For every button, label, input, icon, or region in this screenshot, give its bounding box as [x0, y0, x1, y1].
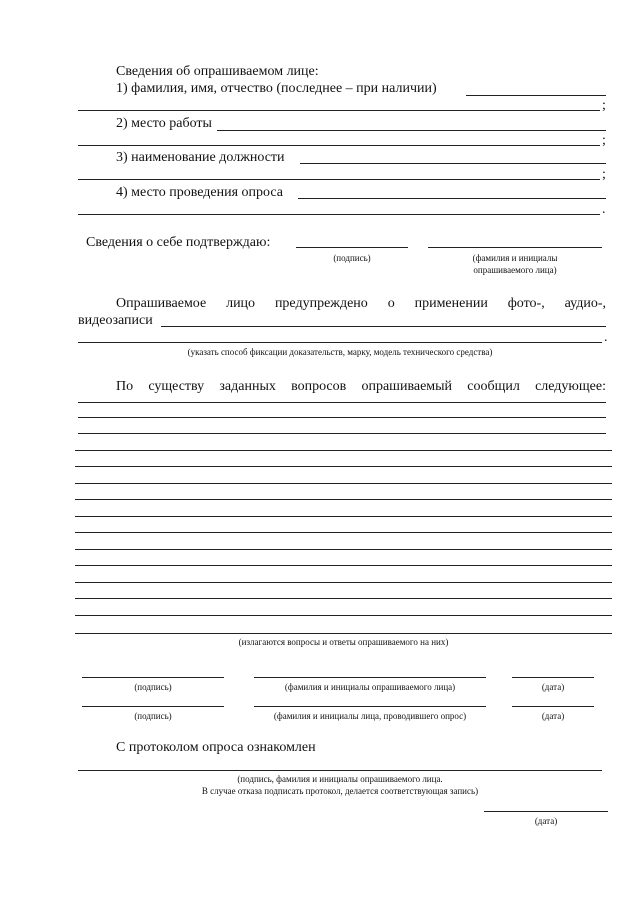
answer-line-14[interactable]: [75, 615, 612, 616]
item-position-label: 3) наименование должности: [116, 150, 285, 165]
item-workplace-label: 2) место работы: [116, 116, 212, 131]
interviewer-name-caption: (фамилия и инициалы лица, проводившего опрос): [273, 711, 467, 721]
answer-line-3[interactable]: [78, 433, 606, 434]
respondent-date-caption: (дата): [541, 682, 565, 692]
answer-line-7[interactable]: [75, 499, 612, 500]
recording-warning-text: Опрашиваемое лицо предупреждено о применении фото-, аудио-,: [116, 296, 606, 311]
self-confirm-signature-field[interactable]: [296, 247, 408, 248]
acquainted-caption-1: (подпись, фамилия и инициалы опрашиваемого лица.: [237, 774, 443, 784]
fullname-field[interactable]: [466, 95, 606, 96]
respondent-signature-field[interactable]: [82, 677, 224, 678]
answer-line-15[interactable]: [75, 633, 612, 634]
answer-line-10[interactable]: [75, 549, 612, 550]
answer-line-6[interactable]: [75, 483, 612, 484]
recording-method-field[interactable]: [161, 326, 606, 327]
respondent-name-caption: (фамилия и инициалы опрашиваемого лица): [284, 682, 456, 692]
answer-line-11[interactable]: [75, 565, 612, 566]
self-confirm-name-caption-1: (фамилия и инициалы: [472, 253, 558, 263]
recording-method-field-continued[interactable]: [78, 342, 602, 343]
answer-line-9[interactable]: [75, 532, 612, 533]
substance-text: По существу заданных вопросов опрашиваемый сообщил следующее:: [116, 379, 606, 394]
interviewer-signature-field[interactable]: [82, 706, 224, 707]
fullname-field-continued[interactable]: [78, 110, 600, 111]
respondent-name-field[interactable]: [254, 677, 486, 678]
answer-line-2[interactable]: [78, 417, 606, 418]
acquainted-date-field[interactable]: [484, 811, 608, 812]
acquainted-caption-2: В случае отказа подписать протокол, делается соответствующая запись): [201, 786, 479, 796]
item-fullname-label: 1) фамилия, имя, отчество (последнее – при наличии): [116, 81, 437, 96]
answer-line-12[interactable]: [75, 582, 612, 583]
item-location-label: 4) место проведения опроса: [116, 185, 283, 200]
self-confirm-signature-caption: (подпись): [333, 253, 371, 263]
answer-line-5[interactable]: [75, 466, 612, 467]
acquainted-signature-field[interactable]: [78, 770, 602, 771]
acquainted-text: С протоколом опроса ознакомлен: [116, 740, 316, 755]
answers-caption: (излагаются вопросы и ответы опрашиваемого на них): [238, 637, 449, 647]
workplace-field-continued[interactable]: [78, 145, 600, 146]
interviewer-name-field[interactable]: [254, 706, 486, 707]
answer-line-13[interactable]: [75, 598, 612, 599]
recording-period: .: [604, 330, 608, 345]
answer-line-1[interactable]: [78, 402, 606, 403]
position-field-continued[interactable]: [78, 179, 600, 180]
self-confirm-name-field[interactable]: [428, 247, 602, 248]
location-field[interactable]: [298, 198, 606, 199]
answer-line-4[interactable]: [75, 450, 612, 451]
respondent-signature-caption: (подпись): [134, 682, 172, 692]
respondent-date-field[interactable]: [512, 677, 594, 678]
interviewer-signature-caption: (подпись): [134, 711, 172, 721]
respondent-info-heading: Сведения об опрашиваемом лице:: [116, 64, 319, 79]
workplace-field[interactable]: [217, 130, 606, 131]
fullname-semicolon: ;: [602, 98, 606, 113]
interviewer-date-caption: (дата): [541, 711, 565, 721]
acquainted-date-caption: (дата): [534, 816, 558, 826]
recording-warning-text-2: видеозаписи: [78, 313, 153, 328]
workplace-semicolon: ;: [602, 133, 606, 148]
interviewer-date-field[interactable]: [512, 706, 594, 707]
answer-line-8[interactable]: [75, 516, 612, 517]
self-confirm-name-caption-2: опрашиваемого лица): [473, 265, 557, 275]
recording-method-caption: (указать способ фиксации доказательств, марку, модель технического средства): [187, 347, 493, 357]
location-field-continued[interactable]: [78, 214, 600, 215]
self-confirm-label: Сведения о себе подтверждаю:: [86, 235, 271, 250]
position-semicolon: ;: [602, 167, 606, 182]
location-period: .: [602, 202, 606, 217]
position-field[interactable]: [300, 163, 606, 164]
